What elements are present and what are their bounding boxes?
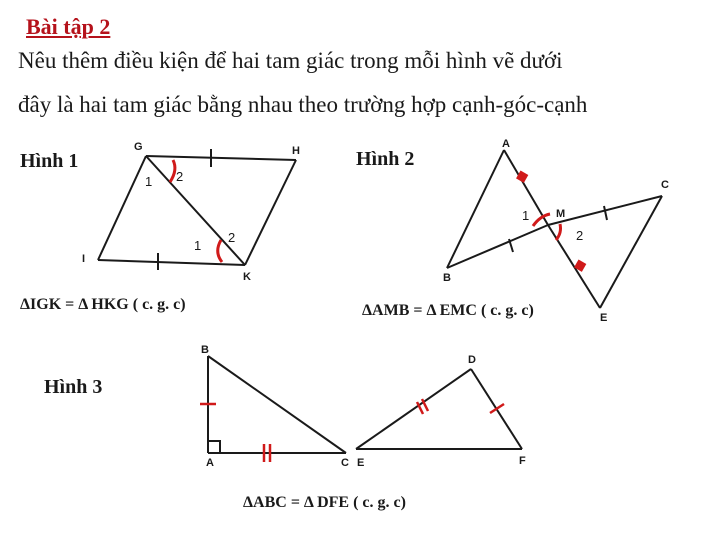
vertex-E: E (600, 312, 608, 324)
vertex-C3: C (341, 457, 349, 469)
figure-2-diagram (447, 150, 662, 308)
vertex-C: C (661, 179, 669, 191)
figure-3-label: Hình 3 (44, 376, 103, 398)
segment-GH (146, 156, 296, 160)
angle-arc-G (170, 160, 175, 182)
segment-BM (447, 225, 548, 268)
angle-label-M2: 2 (576, 228, 584, 243)
vertex-H: H (292, 145, 300, 157)
angle-label-G1: 1 (145, 174, 153, 189)
segment-CE (600, 196, 662, 308)
vertex-A: A (502, 138, 510, 150)
vertex-D3: D (468, 354, 476, 366)
vertex-B: B (443, 272, 451, 284)
segment-BC (208, 356, 346, 453)
tick-mark-DF (490, 404, 504, 413)
angle-arc-K (218, 240, 222, 262)
prompt-line-2: đây là hai tam giác bằng nhau theo trường hợp cạnh-góc-cạnh (18, 92, 588, 117)
exercise-title: Bài tập 2 (26, 14, 111, 39)
vertex-K: K (243, 271, 251, 283)
figure-2-equation: ΔAMB = Δ EMC ( c. g. c) (362, 302, 534, 319)
figure-3-diagram (208, 356, 522, 453)
segment-HK (245, 160, 296, 265)
angle-arc-M2 (556, 224, 561, 240)
figure-2-label: Hình 2 (356, 148, 415, 170)
segment-GI (98, 156, 146, 260)
figure-1-label: Hình 1 (20, 150, 79, 172)
figure-1-equation: ΔIGK = Δ HKG ( c. g. c) (20, 296, 186, 313)
segment-ED (356, 369, 471, 449)
vertex-B3: B (201, 344, 209, 356)
right-angle-A (208, 441, 220, 453)
segment-IK (98, 260, 245, 265)
segment-ME (548, 225, 600, 308)
figure-3-equation: ΔABC = Δ DFE ( c. g. c) (243, 494, 406, 511)
angle-label-K2: 2 (228, 230, 236, 245)
vertex-G: G (134, 141, 143, 153)
angle-label-G2: 2 (176, 169, 184, 184)
angle-label-M1: 1 (522, 208, 530, 223)
vertex-I: I (82, 253, 86, 265)
segment-AB (447, 150, 504, 268)
vertex-E3: E (357, 457, 365, 469)
vertex-F3: F (519, 455, 526, 467)
vertex-M: M (556, 208, 566, 220)
prompt-line-1: Nêu thêm điều kiện để hai tam giác trong mỗi hình vẽ dưới (18, 48, 563, 73)
angle-label-K1: 1 (194, 238, 202, 253)
vertex-A3: A (206, 457, 214, 469)
tick-mark-MC (604, 206, 607, 220)
